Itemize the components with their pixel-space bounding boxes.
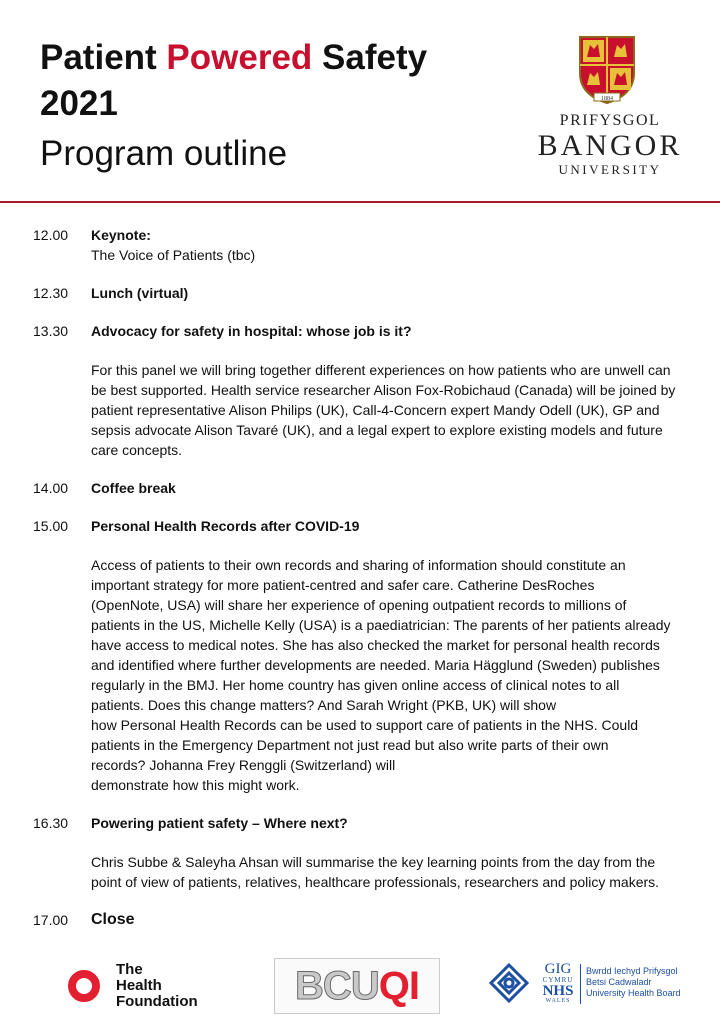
page-subtitle: Program outline [40,134,288,173]
page-title [40,36,520,80]
nhs-divider [580,964,581,1004]
program-item [0,225,720,265]
item-time: 17.00 [33,912,69,928]
item-subheading: The Voice of Patients (tbc) [91,247,256,263]
item-heading: Keynote: [91,227,151,243]
health-foundation-line: The [116,961,143,978]
item-time: 15.00 [33,518,69,534]
health-foundation-line: Health [116,977,162,994]
bcuqi-logo-bcu: BCU [295,964,379,1008]
university-line-3: UNIVERSITY [558,162,662,177]
item-time: 16.30 [33,815,69,831]
item-heading: Powering patient safety – Where next? [91,815,348,831]
title-part-1: Patient [40,38,167,77]
item-heading: Advocacy for safety in hospital: whose job is it? [91,323,412,339]
health-foundation-line: Foundation [116,993,198,1010]
program-item [0,321,720,460]
title-year: 2021 [40,84,118,123]
item-time: 12.00 [33,227,69,243]
item-time: 12.30 [33,285,69,301]
item-heading: Close [91,911,135,928]
program-item [0,516,720,795]
program-item [0,813,720,892]
health-foundation-ring-icon [68,970,100,1002]
nhs-board-line: Betsi Cadwaladr [586,977,652,987]
title-block [40,36,520,180]
nhs-gig-text: GIG [544,961,572,977]
sponsor-logos [0,952,720,1018]
nhs-cymru-text: CYMRU [542,976,574,984]
nhs-wales-text: WALES [545,998,571,1004]
title-part-3: Safety [312,38,428,77]
nhs-board-line: University Health Board [586,988,681,998]
bcuqi-logo [274,958,440,1014]
item-heading: Coffee break [91,480,176,496]
university-name [520,112,700,178]
item-description: For this panel we will bring together different experiences on how patients who are unwell can be best supported. Health service researcher Alison Fox-Robichaud (Canada) will be joined by patient representative Alison Philips (UK), Call-4-Concern expert Mandy Odell (UK), GP and sepsis advocate Alison Tavaré (UK), and a legal expert to explore existing models and future care concepts. [91,362,676,458]
program-item [0,283,720,303]
title-accent-word: Powered [166,38,313,77]
university-line-2: BANGOR [537,129,683,162]
nhs-board-line: Bwrdd Iechyd Prifysgol [586,966,678,976]
item-time: 14.00 [33,480,69,496]
celtic-knot-icon [488,962,530,1004]
svg-text:1884: 1884 [601,96,613,102]
bangor-crest-logo [578,35,636,105]
nhs-text: NHS [542,983,574,999]
bcuqi-logo-qi: QI [378,964,419,1008]
university-line-1: PRIFYSGOL [559,112,661,129]
header-divider [0,201,720,203]
item-description: Access of patients to their own records and sharing of information should constitute an important strategy for more patient-centred and safer care. Catherine DesRoches (OpenNote, USA) will share her experience of opening outpatient records to millions of patients in the US, Michelle Kelly (USA) is a paediatrician: The parents of her patients already have access to medical notes. She has also checked the market for personal health records and identified where further developments are needed. Maria Hägglund (Sweden) publishes regularly in the BMJ. Her home country has given online access of clinical notes to all patients. Does this change matters? And Sarah Wright (PKB, UK) will show how Personal Health Records can be used to support care of patients in the NHS. Could patients in the Emergency Department not just read but also write parts of their own records? Johanna Frey Renggli (Switzerland) will demonstrate how this might work. [91,557,671,793]
item-heading: Lunch (virtual) [91,285,189,301]
item-description: Chris Subbe & Saleyha Ahsan will summarise the key learning points from the day from the point of view of patients, relatives, healthcare professionals, researchers and policy makers. [91,854,660,890]
item-time: 13.30 [33,323,69,339]
program-item [0,478,720,498]
program-item [0,910,720,930]
program-list [0,225,720,948]
item-heading: Personal Health Records after COVID-19 [91,518,360,534]
